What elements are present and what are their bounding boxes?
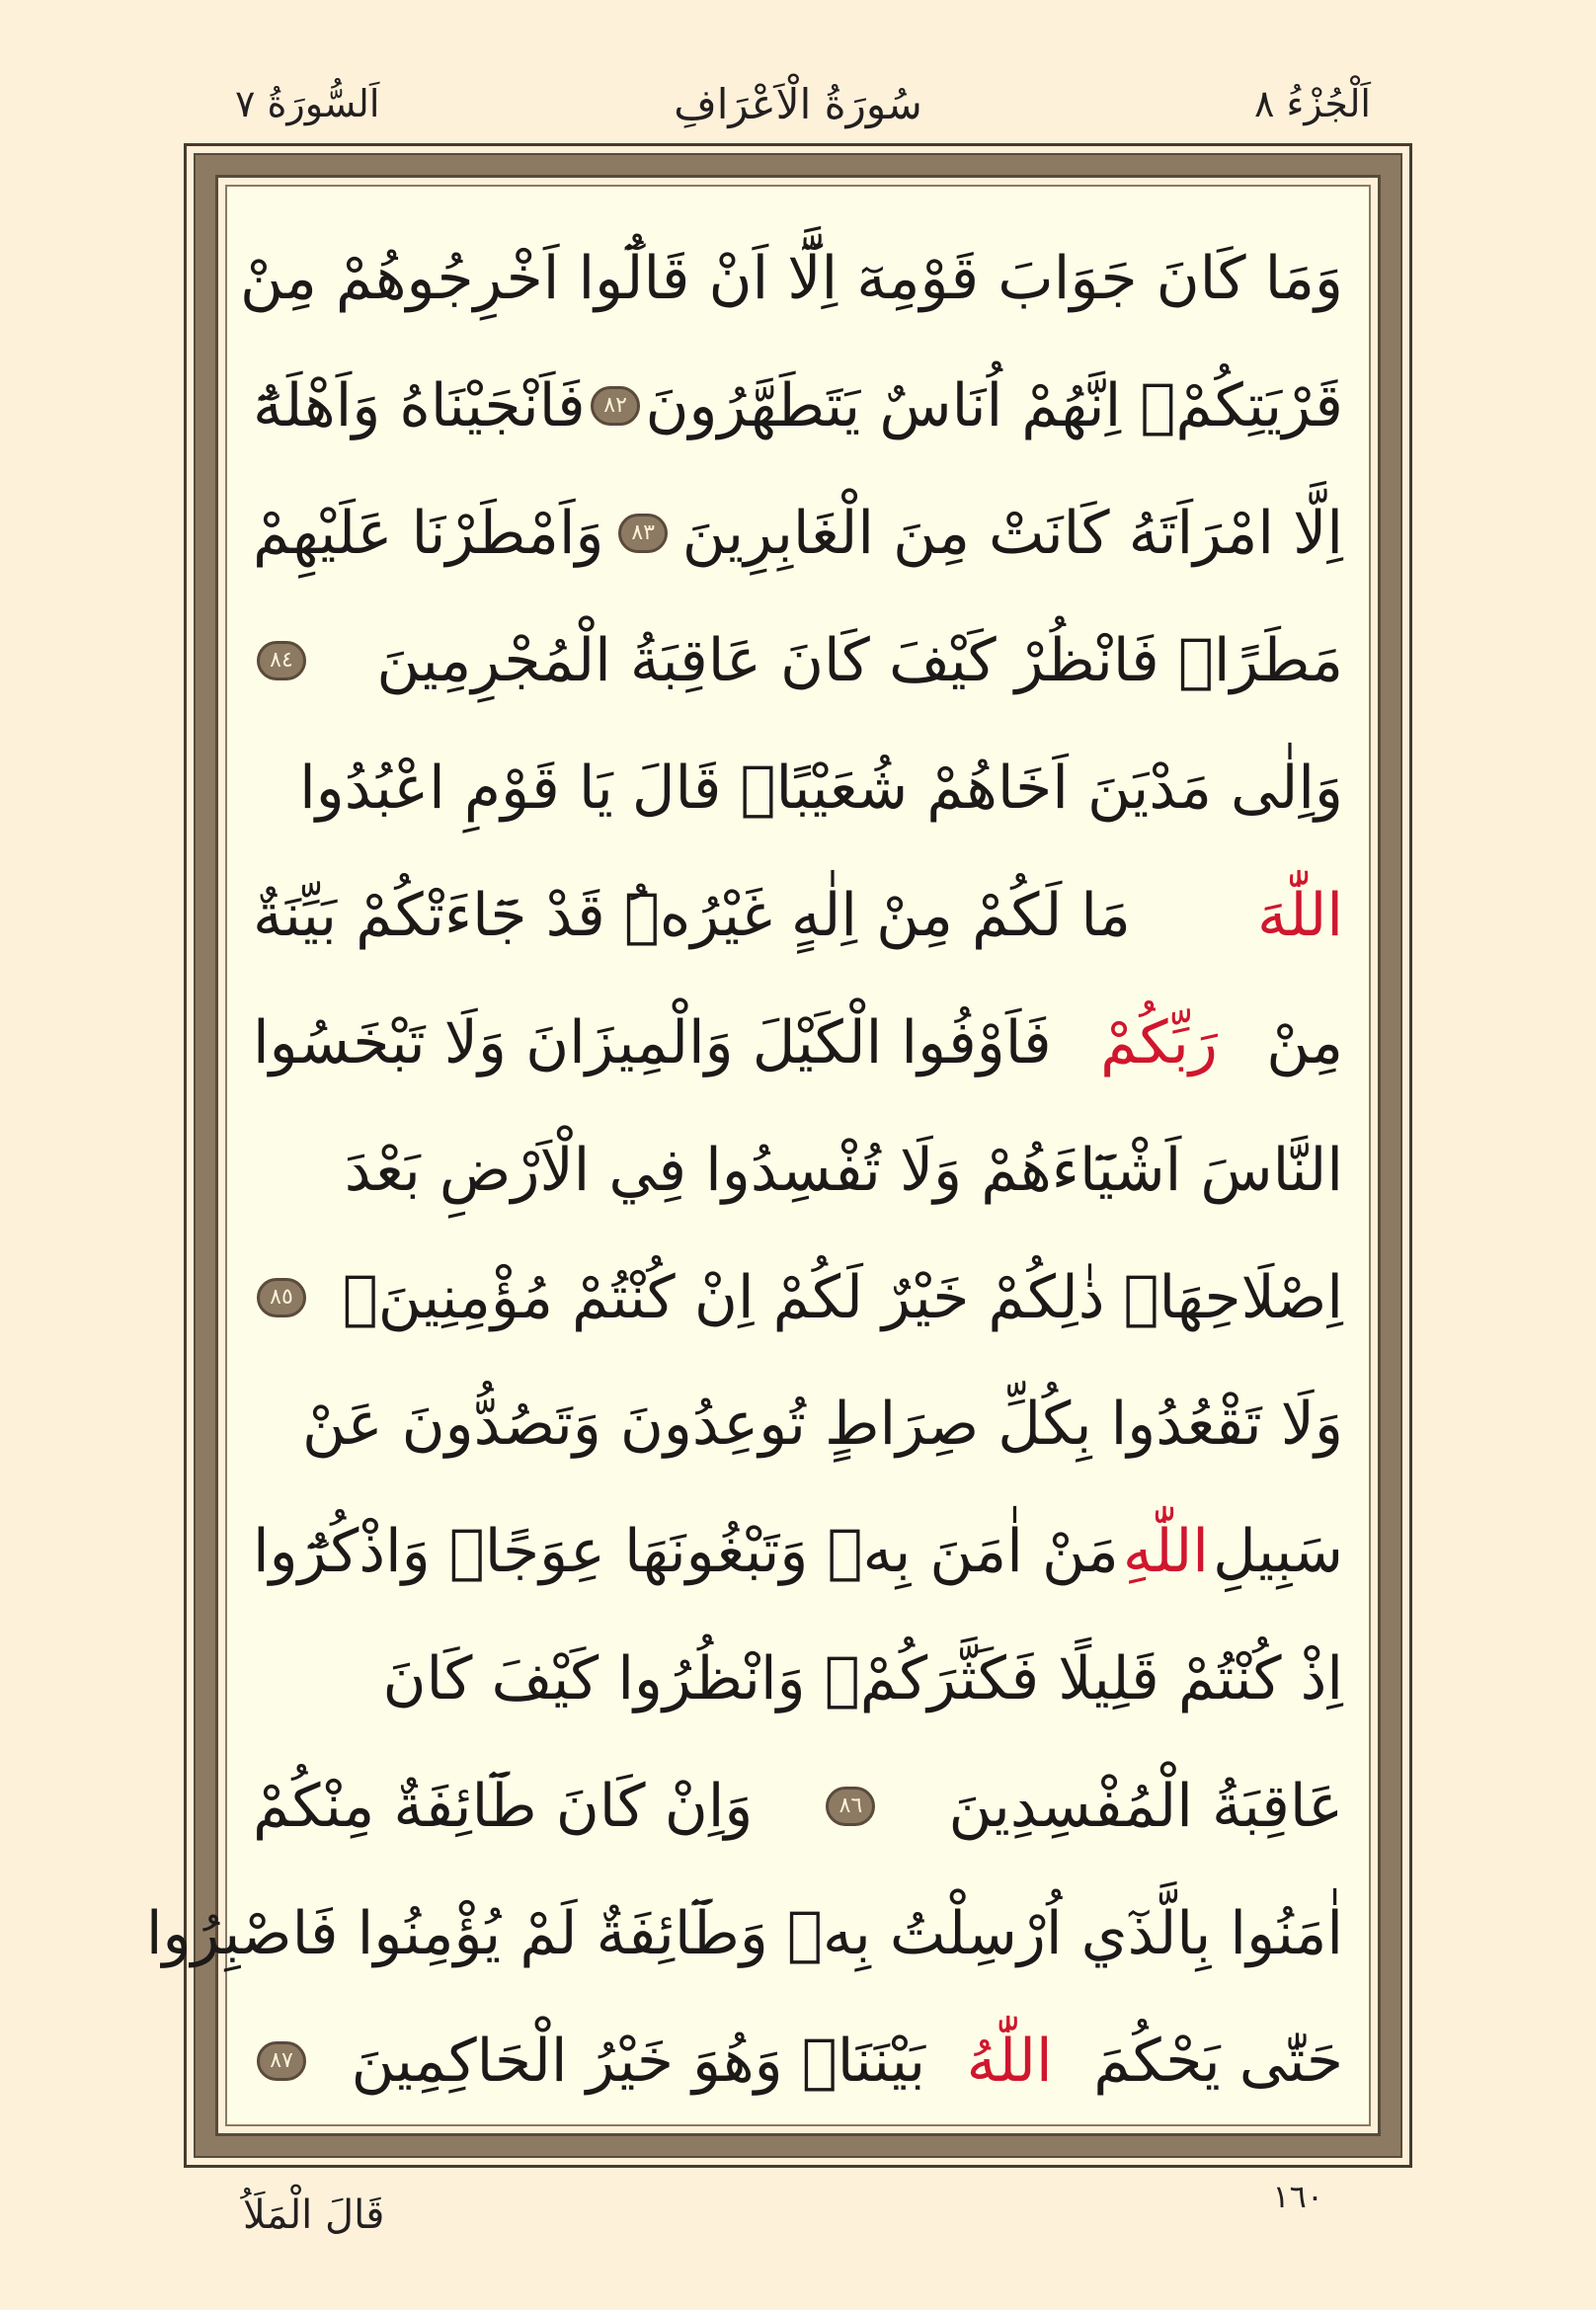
text-line	[145, 1871, 1343, 1998]
surah-title: سُورَةُ الْاَعْرَافِ	[674, 79, 922, 128]
text-line	[253, 343, 1343, 470]
text-line	[253, 725, 1343, 852]
text-line	[253, 851, 1343, 979]
verse-text: وَمَا كَانَ جَوَابَ قَوْمِهٓ اِلَّٓا اَنْ قَالُٓوا اَخْرِجُوهُمْ مِنْ	[240, 244, 1343, 314]
text-line	[253, 1106, 1343, 1234]
divine-name-text: اللّٰهُ	[966, 2026, 1053, 2096]
text-line	[253, 470, 1343, 597]
text-line	[240, 215, 1343, 343]
verse-text: عَاقِبَةُ الْمُفْسِدِينَ	[948, 1772, 1343, 1842]
text-line	[253, 1997, 1343, 2124]
surah-number-label: اَلسُّورَةُ ٧	[235, 82, 380, 125]
catchword: قَالَ الْمَلَاُ	[243, 2192, 385, 2238]
verse-text: فَاَنْجَيْنَاهُ وَاَهْلَهُٓ	[253, 371, 586, 441]
divine-name-text: اللّٰهِ	[1122, 1517, 1209, 1587]
text-line	[253, 1743, 1343, 1871]
text-line	[253, 1361, 1343, 1488]
text-line	[253, 1234, 1343, 1361]
verse-number-marker: ٨٣	[618, 514, 668, 553]
verse-text: وَاِلٰى مَدْيَنَ اَخَاهُمْ شُعَيْبًاۜ قَالَ يَا قَوْمِ اعْبُدُوا	[299, 754, 1343, 823]
verse-text: وَاَمْطَرْنَا عَلَيْهِمْ	[253, 499, 604, 569]
verse-number-marker: ٨٤	[257, 641, 306, 680]
verse-number-marker: ٨٢	[591, 386, 640, 426]
verse-text: مِنْ	[1266, 1007, 1343, 1077]
verse-text: اِصْلَاحِهَاۜ ذٰلِكُمْ خَيْرٌ لَكُمْ اِنْ كُنْتُمْ مُؤْمِنِينَۚ	[342, 1262, 1343, 1332]
verse-text: حَتّٰى يَحْكُمَ	[1093, 2026, 1343, 2096]
verse-text: وَاِنْ كَانَ طَٓائِفَةٌ مِنْكُمْ	[253, 1772, 754, 1842]
verse-text: سَبِيلِ	[1213, 1517, 1343, 1587]
verse-text: مَطَرًاۜ فَانْظُرْ كَيْفَ كَانَ عَاقِبَةُ الْمُجْرِمِينَ	[376, 626, 1343, 696]
verse-text: مَا لَكُمْ مِنْ اِلٰهٍ غَيْرُهُۜ قَدْ جَٓاءَتْكُمْ بَيِّنَةٌ	[253, 880, 1131, 950]
divine-name-text: رَبِّكُمْ	[1100, 1007, 1218, 1077]
verse-text: اِلَّا امْرَاَتَهُ كَانَتْ مِنَ الْغَابِرِينَ	[681, 499, 1343, 569]
juz-label: اَلْجُزْءُ ٨	[1253, 82, 1371, 125]
page-number: ١٦٠	[1272, 2178, 1323, 2215]
text-line	[253, 1616, 1343, 1743]
verse-number-marker: ٨٧	[257, 2041, 306, 2081]
text-line	[253, 597, 1343, 725]
quran-text-block	[145, 215, 1343, 2124]
text-line	[253, 979, 1343, 1106]
divine-name-text: اللّٰهَ	[1257, 880, 1343, 950]
verse-text: بَيْنَنَاۚ وَهُوَ خَيْرُ الْحَاكِمِينَ	[351, 2026, 926, 2096]
verse-number-marker: ٨٦	[826, 1787, 875, 1826]
verse-text: فَاَوْفُوا الْكَيْلَ وَالْمِيزَانَ وَلَا تَبْخَسُوا	[253, 1007, 1052, 1077]
verse-text: اِذْ كُنْتُمْ قَلِيلًا فَكَثَّرَكُمْۖ وَانْظُرُوا كَيْفَ كَانَ	[382, 1644, 1343, 1714]
verse-text: قَرْيَتِكُمْۚ اِنَّهُمْ اُنَاسٌ يَتَطَهَّرُونَ	[645, 371, 1343, 441]
verse-text: مَنْ اٰمَنَ بِهٖ وَتَبْغُونَهَا عِوَجًاۚ وَاذْكُرُٓوا	[253, 1517, 1119, 1587]
verse-number-marker: ٨٥	[257, 1278, 306, 1317]
verse-text: اٰمَنُوا بِالَّذٓي اُرْسِلْتُ بِهٖ وَطَٓائِفَةٌ لَمْ يُؤْمِنُوا فَاصْبِرُوا	[145, 1899, 1343, 1969]
text-line	[253, 1488, 1343, 1616]
verse-text: وَلَا تَقْعُدُوا بِكُلِّ صِرَاطٍ تُوعِدُونَ وَتَصُدُّونَ عَنْ	[302, 1390, 1343, 1460]
verse-text: النَّاسَ اَشْيَٓاءَهُمْ وَلَا تُفْسِدُوا فِي الْاَرْضِ بَعْدَ	[344, 1135, 1343, 1205]
